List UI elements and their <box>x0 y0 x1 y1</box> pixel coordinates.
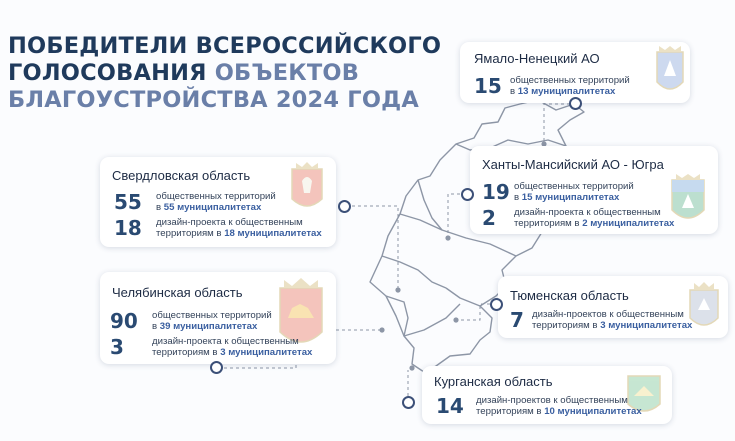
region-name: Челябинская область <box>112 285 243 300</box>
stat-text-highlight: 55 муниципалитетах <box>163 202 262 213</box>
kurgan-border <box>404 304 460 336</box>
region-card-khmao <box>470 146 718 234</box>
leader-khmao <box>448 194 466 236</box>
leader-yamal <box>544 104 576 142</box>
stat-text-prefix: территориям в <box>152 347 221 358</box>
city-dot-sverdlovsk <box>395 287 400 292</box>
stat-row <box>482 206 674 230</box>
yamal-emblem-icon <box>655 46 685 98</box>
stat-row <box>482 180 634 204</box>
city-dot-khmao <box>445 235 450 240</box>
stat-text-line-1: общественных территорий <box>152 310 272 321</box>
stat-description <box>476 395 642 417</box>
sverdlovsk-emblem-icon <box>284 159 330 215</box>
stat-text-highlight: 15 муниципалитетах <box>521 192 620 203</box>
stat-value: 15 <box>474 74 502 98</box>
marker-chelyabinsk <box>210 361 223 374</box>
stat-text-prefix: в <box>514 192 522 203</box>
stat-text-prefix: в <box>510 86 518 97</box>
stat-text-highlight: 2 муниципалитетах <box>582 218 675 229</box>
stat-text-prefix: территориям в <box>532 320 601 331</box>
region-card-sverdlovsk <box>100 157 336 247</box>
stat-description <box>514 207 674 229</box>
stat-text-highlight: 18 муниципалитетах <box>224 228 322 239</box>
stat-text-line-1: дизайн-проекта к общественным <box>152 336 299 347</box>
stat-text-prefix: территориям в <box>476 406 545 417</box>
stat-description <box>152 310 272 332</box>
stat-description <box>532 309 692 331</box>
title-line-1: ПОБЕДИТЕЛИ ВСЕРОССИЙСКОГО <box>8 33 442 59</box>
stat-row <box>110 335 312 359</box>
stat-text-line-1: дизайн-проекта к общественным <box>156 217 303 228</box>
region-name: Тюменская область <box>510 288 629 303</box>
sverdlovsk-border <box>382 256 446 288</box>
stat-description <box>510 75 630 97</box>
west-border <box>418 180 442 230</box>
region-name: Курганская область <box>434 374 553 389</box>
stat-text-prefix: в <box>152 321 160 332</box>
stat-value: 7 <box>510 308 524 332</box>
stat-row <box>510 308 692 332</box>
stat-text-line-1: дизайн-проекта к общественным <box>514 207 661 218</box>
city-dot-tyumen <box>453 317 458 322</box>
region-name: Свердловская область <box>112 168 251 183</box>
stat-value: 3 <box>110 335 124 359</box>
marker-kurgan <box>402 396 415 409</box>
title-line-2-part-2: ОБЪЕКТОВ <box>214 60 360 86</box>
stat-text-line-1: общественных территорий <box>510 75 630 86</box>
page-title <box>8 33 441 114</box>
stat-description <box>156 217 322 239</box>
city-dot-kurgan <box>409 365 414 370</box>
city-dot-chelyabinsk <box>379 327 384 332</box>
stat-description <box>156 191 276 213</box>
region-name: Ямало-Ненецкий АО <box>474 51 600 66</box>
stat-text-highlight: 39 муниципалитетах <box>159 321 258 332</box>
title-line-2-part-1: ГОЛОСОВАНИЯ <box>8 60 215 86</box>
tyumen-border <box>446 288 480 306</box>
stat-text-highlight: 3 муниципалитетах <box>600 320 693 331</box>
region-card-tyumen <box>498 276 728 338</box>
region-card-yamal <box>460 42 690 103</box>
stat-text-line-1: дизайн-проектов к общественным <box>476 395 628 406</box>
stat-row <box>114 216 322 240</box>
region-card-kurgan <box>422 366 672 424</box>
stat-value: 90 <box>110 309 138 333</box>
stat-text-prefix: территориям в <box>156 228 225 239</box>
stat-text-line-1: общественных территорий <box>514 181 634 192</box>
stat-value: 55 <box>114 190 142 214</box>
stat-description <box>514 181 634 203</box>
stat-value: 14 <box>436 394 464 418</box>
chelyabinsk-border <box>386 296 404 336</box>
leader-sverdlovsk <box>346 206 398 288</box>
stat-row <box>110 309 272 333</box>
marker-yamal <box>569 97 582 110</box>
stat-description <box>152 336 312 358</box>
marker-khmao <box>461 188 474 201</box>
stat-text-line-1: общественных территорий <box>156 191 276 202</box>
stat-value: 19 <box>482 180 510 204</box>
region-name: Ханты-Мансийский АО - Югра <box>482 157 664 172</box>
marker-tyumen <box>490 298 503 311</box>
stat-text-prefix: в <box>156 202 164 213</box>
stat-row <box>436 394 642 418</box>
marker-sverdlovsk <box>338 200 351 213</box>
stat-text-prefix: территориям в <box>514 218 583 229</box>
stat-row <box>474 74 630 98</box>
region-card-chelyabinsk <box>100 272 336 364</box>
stat-text-line-1: дизайн-проектов к общественным <box>532 309 684 320</box>
title-line-3: БЛАГОУСТРОЙСТВА 2024 ГОДА <box>8 87 419 113</box>
stat-text-highlight: 13 муниципалитетах <box>517 86 616 97</box>
stat-row <box>114 190 276 214</box>
stat-text-highlight: 3 муниципалитетах <box>220 347 313 358</box>
stat-value: 18 <box>114 216 142 240</box>
stat-value: 2 <box>482 206 496 230</box>
stat-text-highlight: 10 муниципалитетах <box>544 406 642 417</box>
title-line-2 <box>8 60 441 87</box>
